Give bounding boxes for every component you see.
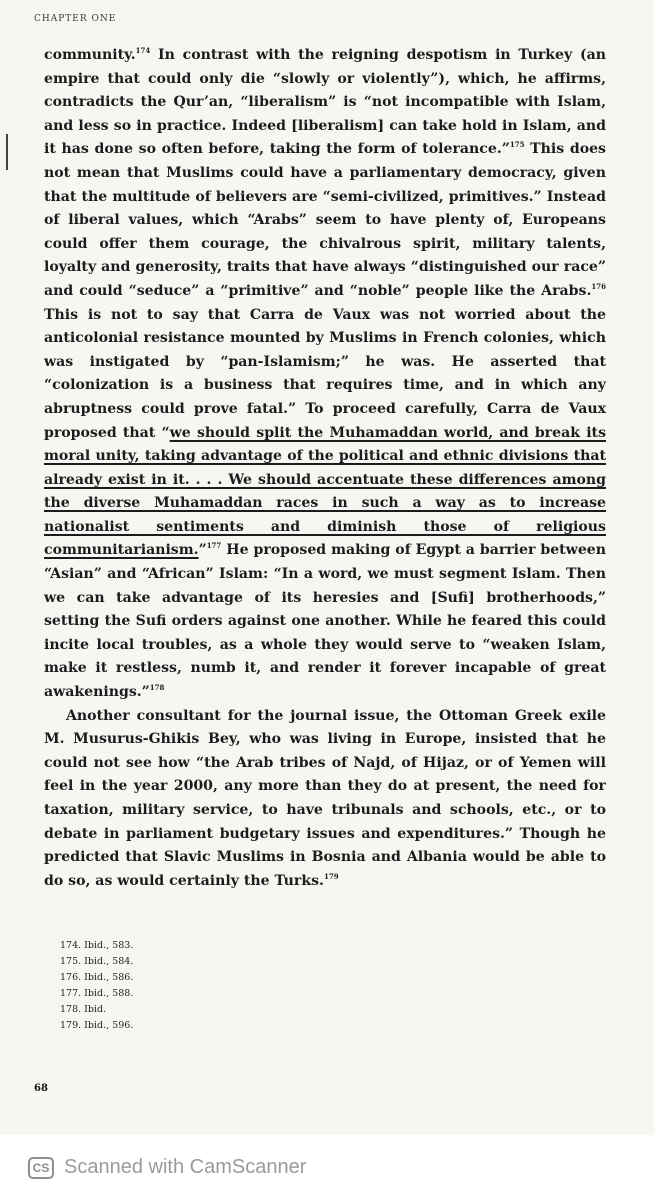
footnote: 175. Ibid., 584. [60, 956, 134, 967]
text-run: ” [198, 542, 207, 559]
footnotes [60, 938, 133, 1034]
note-ref: 178 [149, 683, 165, 693]
footnote: 174. Ibid., 583. [60, 940, 134, 951]
text-run: This is not to say that Carra de Vaux was not worried about the anticolonial resistance mounted by Muslims in French colonies, which was instigated by “pan-Islamism;” he was. He asserted that “colonization is a business that requires time, and in which any abruptness could prove fatal.” To proceed carefully, Carra de Vaux proposed that “ [44, 306, 606, 441]
note-ref: 177 [206, 541, 222, 551]
paragraph-2 [44, 705, 606, 894]
text-run: This does not mean that Muslims could have a parliamentary democracy, given that the multitude of believers are “semi-civilized, primitives.” Instead of liberal values, which “Arabs” seem to have plenty of, Europeans could offer them courage, the chivalrous spirit, military talents, loyalty and generosity, traits that have always “distinguished our race” and could “seduce” a “primitive” and “noble” people like the Arabs. [44, 141, 606, 299]
scanner-watermark [0, 1135, 654, 1200]
running-head: CHAPTER ONE [34, 14, 117, 24]
camscanner-logo-icon: CS [28, 1157, 54, 1179]
text-run: He proposed making of Egypt a barrier between “Asian” and “African” Islam: “In a word, we must segment Islam. Then we can take advantage of its heresies and [Sufi] brotherhoods,” setting the Sufi orders against one another. While he feared this could incite local troubles, as a whole they would serve to “weaken Islam, make it restless, numb it, and render it forever incapable of great awakenings.” [44, 542, 606, 701]
note-ref: 175 [509, 140, 525, 150]
footnote: 177. Ibid., 588. [60, 988, 134, 999]
scanner-caption: Scanned with CamScanner [64, 1156, 307, 1178]
text-run: Another consultant for the journal issue, the Ottoman Greek exile M. Musurus-Ghikis Bey, who was living in Europe, insisted that he could not see how “the Arab tribes of Najd, of Hijaz, or of Yemen will feel in the year 2000, any more than they do at present, the need for taxation, military service, to have tribunals and schools, etc., or to debate in parliament budgetary issues and expenditures.” Though he predicted that Slavic Muslims in Bosnia and Albania would be able to do so, as would certainly the Turks. [44, 707, 606, 889]
paragraph-1 [44, 44, 606, 705]
footnote: 176. Ibid., 586. [60, 972, 134, 983]
note-ref: 174 [135, 46, 151, 55]
footnote: 178. Ibid. [60, 1004, 107, 1015]
note-ref: 179 [323, 871, 339, 881]
page-number: 68 [34, 1083, 48, 1094]
footnote: 179. Ibid., 596. [60, 1020, 134, 1031]
body-text [44, 44, 606, 893]
underlined-quote: we should split the Muhamaddan world, and break its moral unity, taking advantage of the political and ethnic divisions that already exist in it. . . . We should accentuate these differences among the diverse Muhamaddan races in such a way as to increase nationalist sentiments and diminish those of religious communitarianism. [44, 424, 607, 559]
text-run: In contrast with the reigning despotism in Turkey (an empire that could only die “slowly or violently”), which, he affirms, contradicts the Qur’an, “liberalism” is “not incompatible with Islam, and less so in practice. Indeed [liberalism] can take hold in Islam, and it has done so often before, taking the form of tolerance.” [44, 47, 606, 158]
margin-mark [6, 134, 8, 170]
note-ref: 176 [591, 281, 606, 291]
text-run: community. [44, 47, 136, 63]
